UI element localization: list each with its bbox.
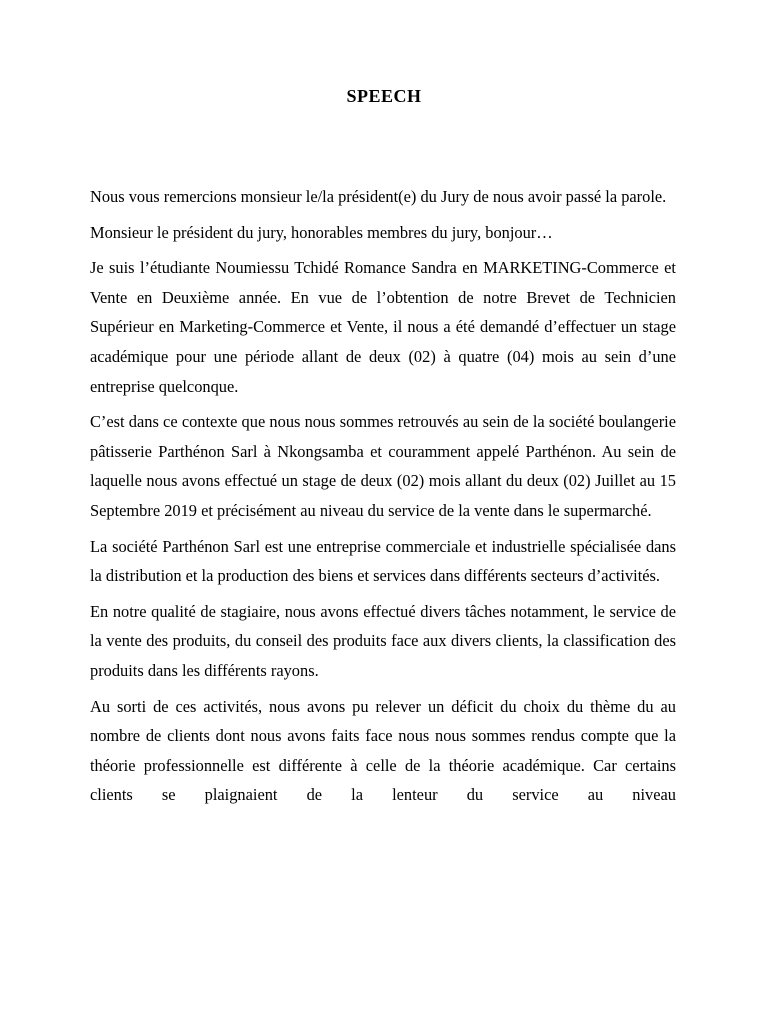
paragraph-tasks: En notre qualité de stagiaire, nous avons effectué divers tâches notamment, le service de la vente des produits, du conseil des produits face aux divers clients, la classification des produits dans les différents rayons. [90, 601, 676, 680]
paragraph-thanks: Nous vous remercions monsieur le/la président(e) du Jury de nous avoir passé la parole. [90, 187, 667, 206]
paragraph-company: La société Parthénon Sarl est une entreprise commerciale et industrielle spécialisée dans la distribution et la production des biens et services dans différents secteurs d’activités. [90, 536, 676, 586]
paragraph-introduction: Je suis l’étudiante Noumiessu Tchidé Romance Sandra en MARKETING-Commerce et Vente en Deuxième année. En vue de l’obtention de notre Brevet de Technicien Supérieur en Marketing-Commerce et Vente, il nous a été demandé d’effectuer un stage académique pour une période allant de deux (02) à quatre (04) mois au sein d’une entreprise quelconque. [90, 258, 676, 396]
paragraph-greeting: Monsieur le président du jury, honorables membres du jury, bonjour… [90, 222, 553, 242]
document-title: SPEECH [346, 86, 422, 106]
paragraph-observations: Au sorti de ces activités, nous avons pu relever un déficit du choix du thème du au nombre de clients dont nous avons faits face nous nous sommes rendus compte que la théorie professionnelle est différente à celle de la théorie académique. Car certains clients se plaignaient de la lenteur du service au niveau [90, 696, 676, 805]
document-body [90, 182, 676, 810]
paragraph-context: C’est dans ce contexte que nous nous sommes retrouvés au sein de la société boulangerie pâtisserie Parthénon Sarl à Nkongsamba et couramment appelé Parthénon. Au sein de laquelle nous avons effectué un stage de deux (02) mois allant du deux (02) Juillet au 15 Septembre 2019 et précisément au niveau du service de la vente dans le supermarché. [90, 412, 676, 520]
